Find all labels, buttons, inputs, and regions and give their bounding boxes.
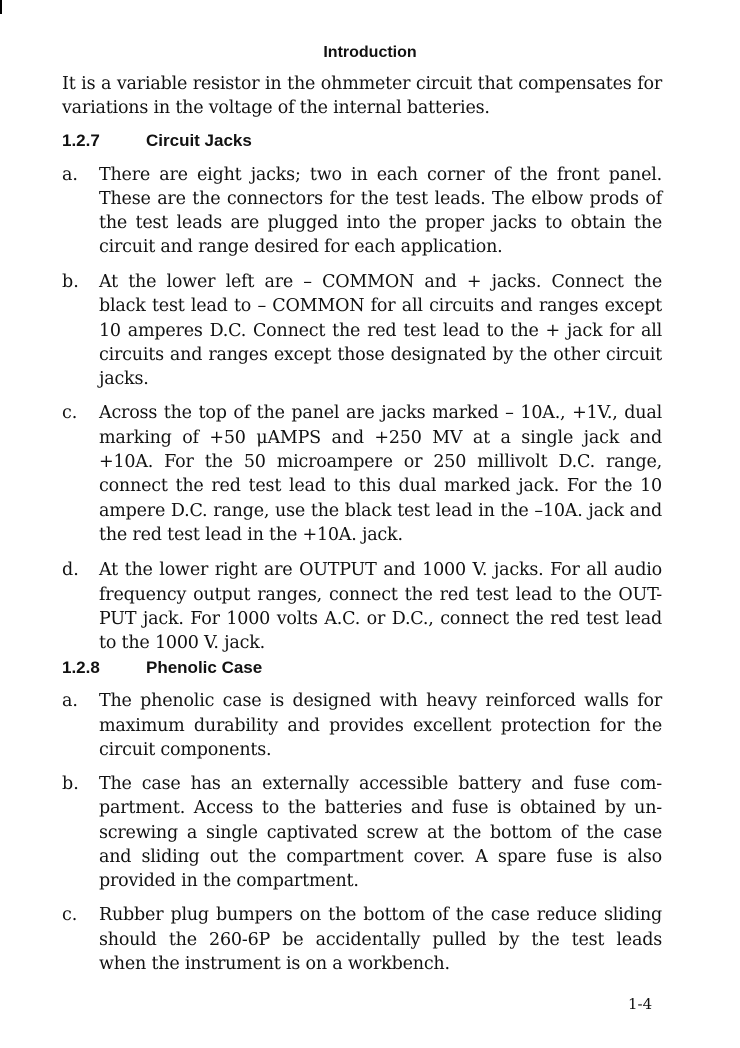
page-title: Introduction xyxy=(323,44,417,61)
list-item-label: c. xyxy=(62,905,78,925)
list-item-label: b. xyxy=(62,774,79,794)
list-item-line: PUT jack. For 1000 volts A.C. or D.C., connect the red test lead xyxy=(99,609,662,629)
list-item-label: d. xyxy=(62,560,79,580)
paragraph-line: variations in the voltage of the internal batteries. xyxy=(62,98,490,118)
list-item-label: b. xyxy=(62,272,79,292)
list-item-line: the red test lead in the +10A. jack. xyxy=(99,525,403,545)
list-item-line: provided in the compartment. xyxy=(99,871,359,891)
list-item-line: should the 260-6P be accidentally pulled by the test leads xyxy=(99,930,662,950)
section-heading: Phenolic Case xyxy=(146,658,263,677)
list-item-label: a. xyxy=(62,691,78,711)
list-item-line: At the lower left are – COMMON and + jacks. Connect the xyxy=(99,272,662,292)
list-item-line: +10A. For the 50 microampere or 250 millivolt D.C. range, xyxy=(99,452,662,472)
list-item-line: the test leads are plugged into the proper jacks to obtain the xyxy=(99,213,662,233)
list-item-line: partment. Access to the batteries and fuse is obtained by un- xyxy=(99,798,662,818)
section-number: 1.2.7 xyxy=(62,131,100,150)
list-item-label: a. xyxy=(62,165,78,185)
list-item-line: frequency output ranges, connect the red test lead to the OUT- xyxy=(99,585,662,605)
list-item-line: marking of +50 μAMPS and +250 MV at a single jack and xyxy=(99,428,662,448)
list-item-line: and sliding out the compartment cover. A spare fuse is also xyxy=(99,847,662,867)
list-item-label: c. xyxy=(62,403,78,423)
list-item-line: circuits and ranges except those designated by the other circuit xyxy=(99,345,662,365)
page-number: 1-4 xyxy=(628,995,653,1013)
list-item-line: maximum durability and provides excellent protection for the xyxy=(99,716,662,736)
list-item-line: The phenolic case is designed with heavy reinforced walls for xyxy=(99,691,662,711)
list-item-line: circuit components. xyxy=(99,740,272,760)
list-item-line: Across the top of the panel are jacks marked – 10A., +1V., dual xyxy=(99,403,662,423)
list-item-line: black test lead to – COMMON for all circuits and ranges except xyxy=(99,296,662,316)
list-item-line: connect the red test lead to this dual marked jack. For the 10 xyxy=(99,476,662,496)
list-item-line: to the 1000 V. jack. xyxy=(99,633,265,653)
list-item-line: circuit and range desired for each application. xyxy=(99,237,503,257)
list-item-line: 10 amperes D.C. Connect the red test lead to the + jack for all xyxy=(99,321,662,341)
list-item-line: At the lower right are OUTPUT and 1000 V. jacks. For all audio xyxy=(99,560,662,580)
list-item-line: There are eight jacks; two in each corner of the front panel. xyxy=(99,165,662,185)
scan-edge-mark xyxy=(0,0,2,14)
list-item-line: These are the connectors for the test leads. The elbow prods of xyxy=(99,189,662,209)
paragraph-line: It is a variable resistor in the ohmmeter circuit that compensates for xyxy=(62,74,662,94)
list-item-line: Rubber plug bumpers on the bottom of the case reduce sliding xyxy=(99,905,662,925)
list-item-line: when the instrument is on a workbench. xyxy=(99,954,450,974)
list-item-line: ampere D.C. range, use the black test lead in the –10A. jack and xyxy=(99,501,662,521)
section-heading: Circuit Jacks xyxy=(146,131,252,150)
list-item-line: screwing a single captivated screw at the bottom of the case xyxy=(99,823,662,843)
section-number: 1.2.8 xyxy=(62,658,100,677)
list-item-line: The case has an externally accessible battery and fuse com- xyxy=(99,774,662,794)
list-item-line: jacks. xyxy=(99,369,149,389)
